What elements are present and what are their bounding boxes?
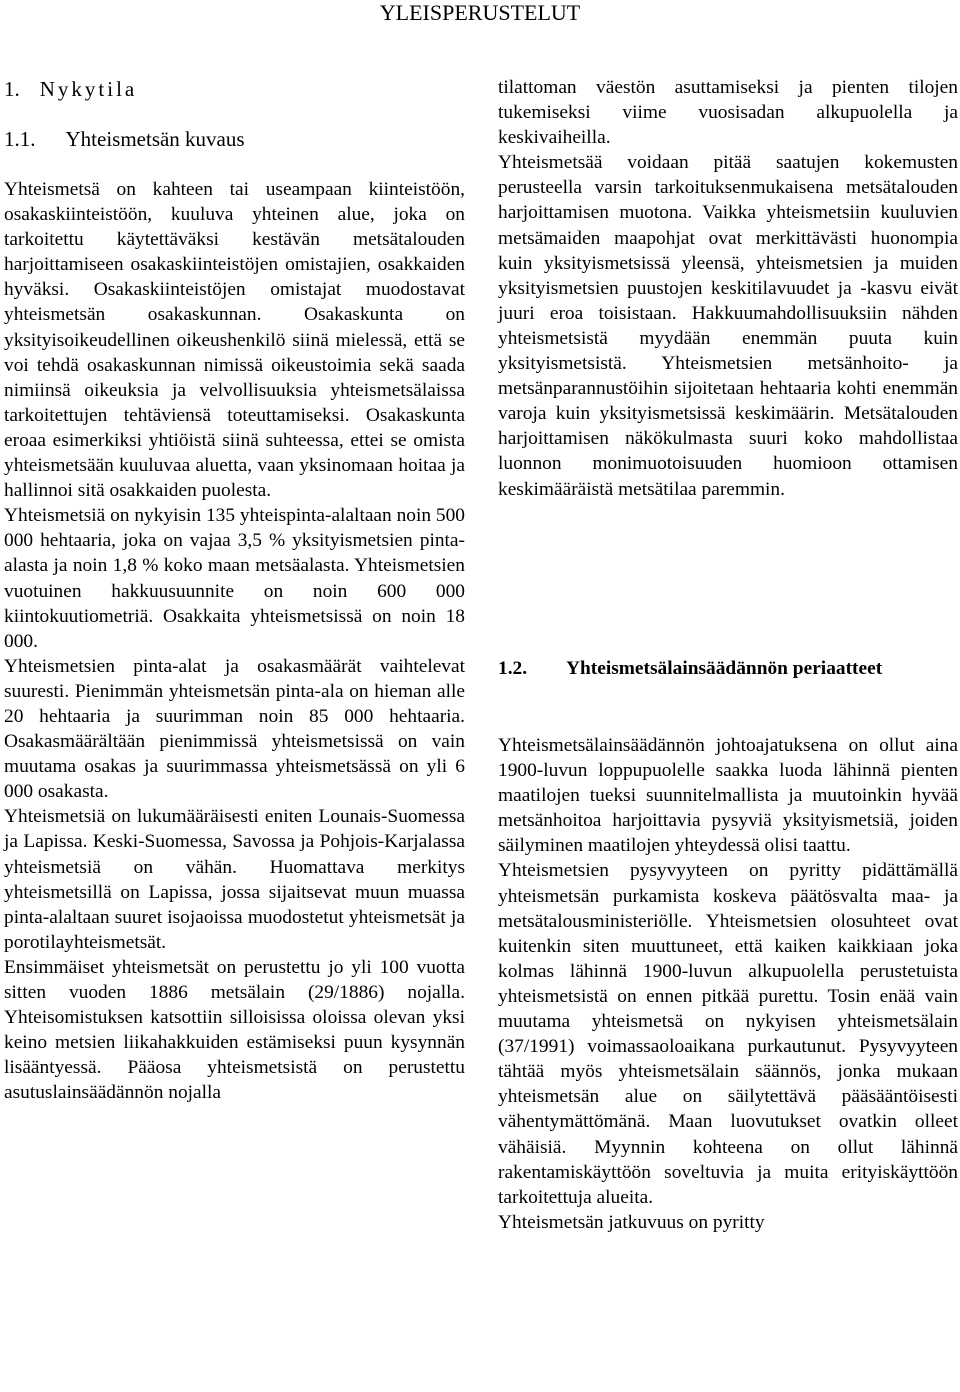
paragraph: Yhteismetsiä on lukumääräisesti eniten Lounais-Suomessa ja Lapissa. Keski-Suomessa, Savossa ja Pohjois-Karjalassa yhteismetsiä on vähän. Huomattava merkitys yhteismetsillä on Lapissa, jossa sijaitsevat muun muassa pinta-alaltaan suuret isojaoissa muodostetut yhteismetsät ja porotilayhteismetsät. (4, 806, 465, 953)
paragraph: Yhteismetsiä on nykyisin 135 yhteispinta-alaltaan noin 500 000 hehtaaria, joka on vajaa 3,5 % yksityismetsien pinta-alasta ja noin 1,8 % koko maan metsäalasta. Yhteismetsien vuotuinen hakkuusuunnite on noin 600 000 kiintokuutiometriä. Osakkaita yhteismetsissä on noin 18 000. (4, 505, 465, 652)
section-title: Yhteismetsän kuvaus (65, 127, 245, 151)
paragraph: Yhteismetsän jatkuvuus on pyritty (498, 1211, 765, 1233)
paragraph: Yhteismetsien pysyvyyteen on pyritty pidättämällä yhteismetsän purkamista koskeva päätösvalta maa- ja metsätalousministeriölle. Yhteismetsien olosuhteet ovat kuitenkin siten muuttuneet, että kaiken kaikkiaan joka kolmas lähinnä 1900-luvun alkupuolella perustetuista yhteismetsistä on ennen pitkää purettu. Tosin enää vain muutama yhteismetsä on nykyisen yhteismetsälain (37/1991) voimassaoloaikana purkautunut. Pysyvyyteen tähtää myös yhteismetsälain säännös, jonka mukaan yhteismetsän alue on säilytettävä pääsääntöisesti vähentymättömänä. Maan luovutukset ovatkin olleet vähäisiä. Myynnin kohteena on ollut lähinnä rakentamiskäyttöön soveltuvia ja muita erityiskäyttöön tarkoitettuja alueita. (498, 860, 958, 1208)
paragraph: Yhteismetsälainsäädännön johtoajatuksena on ollut aina 1900-luvun loppupuolelle saakka luoda lähinnä pienten maatilojen tueksi suunnitelmallista ja muutoinkin hyvää metsänhoitoa harjoittavia pysyviä yksityismetsiä, joiden säilyminen maatilojen yhteydessä olisi taattu. (498, 735, 958, 857)
section-title: Nykytila (39, 77, 138, 101)
paragraph: Ensimmäiset yhteismetsät on perustettu jo yli 100 vuotta sitten vuoden 1886 metsälain (29/1886) nojalla. Yhteisomistuksen katsottiin silloisissa oloissa olevan yksi keino metsien liikahakkuiden estämiseksi puun kysynnän lisääntyessä. Pääosa yhteismetsistä on perustettu asutuslainsäädännön nojalla (4, 956, 465, 1104)
section-heading-1 (4, 76, 137, 102)
paragraph: Yhteismetsää voidaan pitää saatujen kokemusten perusteella varsin tarkoituksenmukaisena metsätalouden harjoittamisen muotona. Vaikka yhteismetsiin kuuluvien metsämaiden maapohjat ovat merkittävästi huonompia kuin yksityismetsissä yleensä, yhteismetsien ja muiden yksityismetsien puustojen keskitilavuudet ja -kasvu eivät juuri eroa toisistaan. Hakkuumahdollisuuksiin nähden yhteismetsistä myydään enemmän puuta kuin yksityismetsistä. Yhteismetsien metsänhoito- ja metsänparannustöihin sijoitetaan hehtaaria kohti enemmän varoja kuin yksityismetsissä keskimäärin. Metsätalouden harjoittamisen näkökulmasta suuri koko mahdollistaa luonnon monimuotoisuuden huomioon ottamisen keskimääräistä metsätilaa paremmin. (498, 152, 958, 500)
section-number: 1.2. (498, 658, 528, 679)
section-heading-1-2 (498, 656, 958, 681)
paragraph: Yhteismetsä on kahteen tai useampaan kiinteistöön, osakaskiinteistöön, kuuluva yhteinen alue, joka on tarkoitettu käytettäväksi kestävän metsätalouden harjoittamiseen osakaskiinteistöjen omistajien, osakkaiden hyväksi. Osakaskiinteistöjen omistajat muodostavat yhteismetsän osakaskunnan. Osakaskunta on yksityisoikeudellinen oikeushenkilö siinä mielessä, että se voi tehdä osakaskunnan nimissä oikeustoimia sekä saada nimiinsä oikeuksia ja velvollisuuksia yhteismetsälaissa tarkoitettujen tehtäviensä toteuttamiseksi. Osakaskunta eroaa esimerkiksi yhtiöistä siinä suhteessa, ettei se omista yhteismetsään kuuluvaa aluetta, vaan yksinomaan hoitaa ja hallinnoi sitä osakkaiden puolesta. (4, 179, 465, 502)
page-header: YLEISPERUSTELUT (379, 0, 581, 25)
section-heading-1-1 (4, 126, 245, 152)
right-column-bottom (498, 733, 958, 1235)
paragraph: Yhteismetsien pinta-alat ja osakasmäärät vaihtelevat suuresti. Pienimmän yhteismetsän pinta-ala on hieman alle 20 hehtaaria ja suurimman noin 85 000 hehtaaria. Osakasmäärältään pienimmissä yhteismetsissä on vain muutama osakas ja suurimmassa yhteismetsässä on yli 6 000 osakasta. (4, 655, 465, 803)
paragraph: tilattoman väestön asuttamiseksi ja pienten tilojen tukemiseksi viime vuosisadan alkupuolella ja keskivaiheilla. (498, 77, 958, 149)
left-column-body (4, 177, 465, 1105)
section-number: 1. (4, 77, 20, 101)
section-number: 1.1. (4, 127, 36, 151)
section-title: Yhteismetsälainsäädännön periaatteet (566, 658, 883, 679)
right-column-top (498, 75, 958, 502)
